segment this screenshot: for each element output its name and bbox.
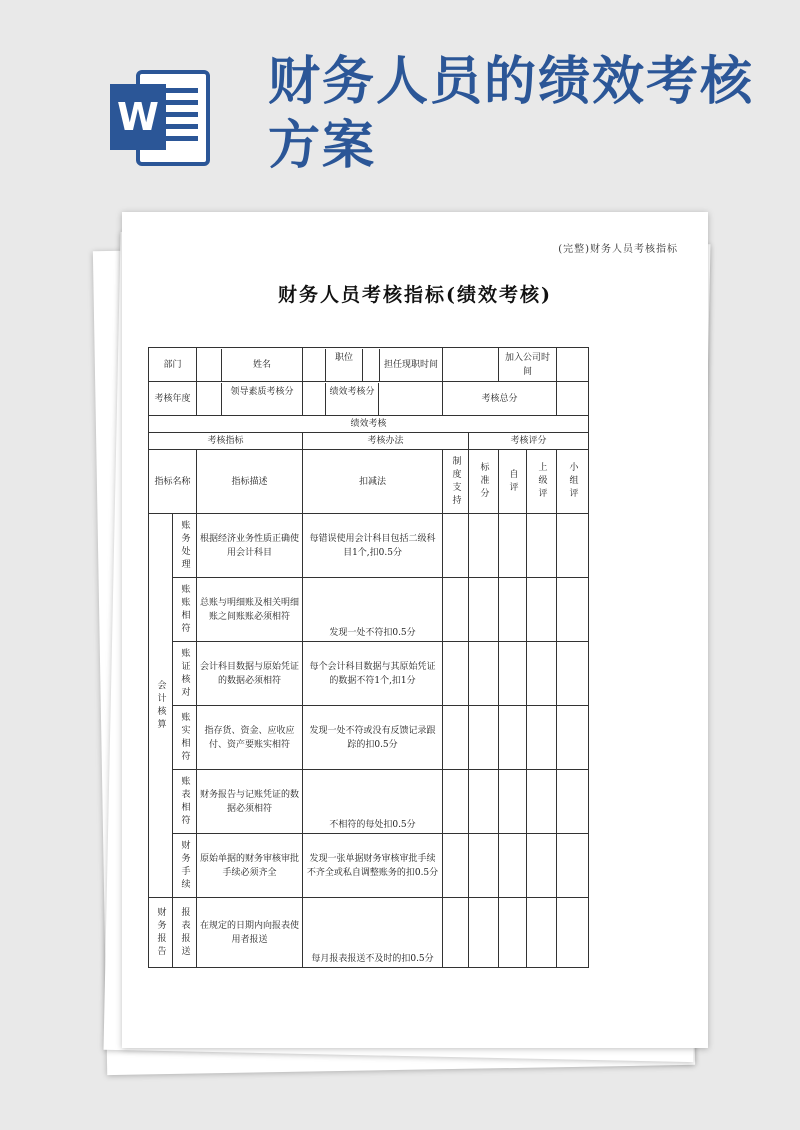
value-tenure[interactable] [443,348,499,382]
cell-self[interactable] [499,642,527,706]
col-ind-name: 指标名称 [149,450,197,514]
cell-self[interactable] [499,834,527,898]
value-dept[interactable] [197,349,222,381]
value-perf-score[interactable] [379,383,442,415]
row-name: 财务手续 [173,834,197,898]
cell-self[interactable] [499,514,527,578]
cell-superior[interactable] [527,834,557,898]
cell-std[interactable] [469,770,499,834]
cell-superior[interactable] [527,706,557,770]
cell-superior[interactable] [527,578,557,642]
cell-std[interactable] [469,514,499,578]
cell-std[interactable] [469,642,499,706]
value-total-score[interactable] [557,382,589,416]
category-financial-report: 财务报告 [149,898,173,968]
label-total-score: 考核总分 [443,382,557,416]
table-row [149,706,589,770]
assessment-table [148,347,589,968]
cell-self[interactable] [499,578,527,642]
value-name[interactable] [303,349,326,381]
cell-group[interactable] [557,706,589,770]
cell-std[interactable] [469,834,499,898]
label-position: 职位 [326,349,363,381]
group-method: 考核办法 [303,433,469,450]
row-desc: 总账与明细账及相关明细账之间账账必须相符 [197,578,303,642]
word-document-icon [108,66,212,170]
cell-group[interactable] [557,514,589,578]
section-row [149,416,589,433]
info-row-2 [149,382,589,416]
row-rule: 不相符的每处扣0.5分 [303,770,443,834]
value-join-date[interactable] [557,348,589,382]
table-row [149,770,589,834]
cell-group[interactable] [557,770,589,834]
value-leader-score[interactable] [303,383,326,415]
row-name: 账务处理 [173,514,197,578]
cell-system[interactable] [443,898,469,968]
label-dept: 部门 [149,348,197,382]
group-indicator: 考核指标 [149,433,303,450]
label-name: 姓名 [253,359,272,370]
cell-superior[interactable] [527,514,557,578]
label-leader-score: 领导素质考核分 [230,386,294,397]
cell-std[interactable] [469,578,499,642]
row-desc: 在规定的日期内向报表使用者报送 [197,898,303,968]
cell-std[interactable] [469,706,499,770]
row-rule: 每个会计科目数据与其原始凭证的数据不符1个,扣1分 [303,642,443,706]
col-deduct: 扣减法 [303,450,443,514]
document-page [122,212,708,1048]
row-desc: 根据经济业务性质正确使用会计科目 [197,514,303,578]
cell-std[interactable] [469,898,499,968]
col-std: 标准分 [469,450,499,514]
value-position[interactable] [363,349,380,381]
cell-group[interactable] [557,834,589,898]
cell-system[interactable] [443,770,469,834]
table-row [149,514,589,578]
row-rule: 每月报表报送不及时的扣0.5分 [303,898,443,968]
col-group: 小组评 [557,450,589,514]
group-score: 考核评分 [469,433,589,450]
value-year[interactable] [197,383,222,415]
row-rule: 发现一处不符扣0.5分 [303,578,443,642]
row-name: 报表报送 [173,898,197,968]
cell-superior[interactable] [527,642,557,706]
row-rule: 每错误使用会计科目包括二级科目1个,扣0.5分 [303,514,443,578]
label-perf-score: 绩效考核分 [326,383,379,415]
row-desc: 指存货、资金、应收应付、资产要账实相符 [197,706,303,770]
cell-group[interactable] [557,642,589,706]
cell-system[interactable] [443,514,469,578]
cell-system[interactable] [443,642,469,706]
col-system: 制度支持 [443,450,469,514]
cell-self[interactable] [499,770,527,834]
cell-group[interactable] [557,898,589,968]
header-note: (完整)财务人员考核指标 [558,244,678,255]
table-row [149,642,589,706]
row-name: 账账相符 [173,578,197,642]
row-name: 账证核对 [173,642,197,706]
cell-self[interactable] [499,706,527,770]
column-header-row [149,450,589,514]
col-ind-desc: 指标描述 [197,450,303,514]
cell-group[interactable] [557,578,589,642]
info-row-1 [149,348,589,382]
cell-superior[interactable] [527,898,557,968]
table-row [149,834,589,898]
row-desc: 财务报告与记账凭证的数据必须相符 [197,770,303,834]
row-rule: 发现一处不符或没有反馈记录跟踪的扣0.5分 [303,706,443,770]
label-tenure: 担任现职时间 [384,359,439,370]
document-title: 财务人员考核指标(绩效考核) [278,284,552,306]
category-accounting: 会计核算 [149,514,173,898]
group-header-row [149,433,589,450]
banner-title: 财务人员的绩效考核方案 [268,52,755,176]
col-superior: 上级评 [527,450,557,514]
cell-system[interactable] [443,578,469,642]
col-self: 自评 [499,450,527,514]
cell-self[interactable] [499,898,527,968]
section-title: 绩效考核 [149,416,589,433]
table-row [149,898,589,968]
cell-system[interactable] [443,834,469,898]
row-name: 账实相符 [173,706,197,770]
cell-system[interactable] [443,706,469,770]
label-year: 考核年度 [149,382,197,416]
row-desc: 会计科目数据与原始凭证的数据必须相符 [197,642,303,706]
label-join-date: 加入公司时间 [499,348,557,382]
row-desc: 原始单据的财务审核审批手续必须齐全 [197,834,303,898]
word-icon-letter: W [117,95,159,139]
cell-superior[interactable] [527,770,557,834]
row-rule: 发现一张单据财务审核审批手续不齐全或私自调整账务的扣0.5分 [303,834,443,898]
table-row [149,578,589,642]
row-name: 账表相符 [173,770,197,834]
